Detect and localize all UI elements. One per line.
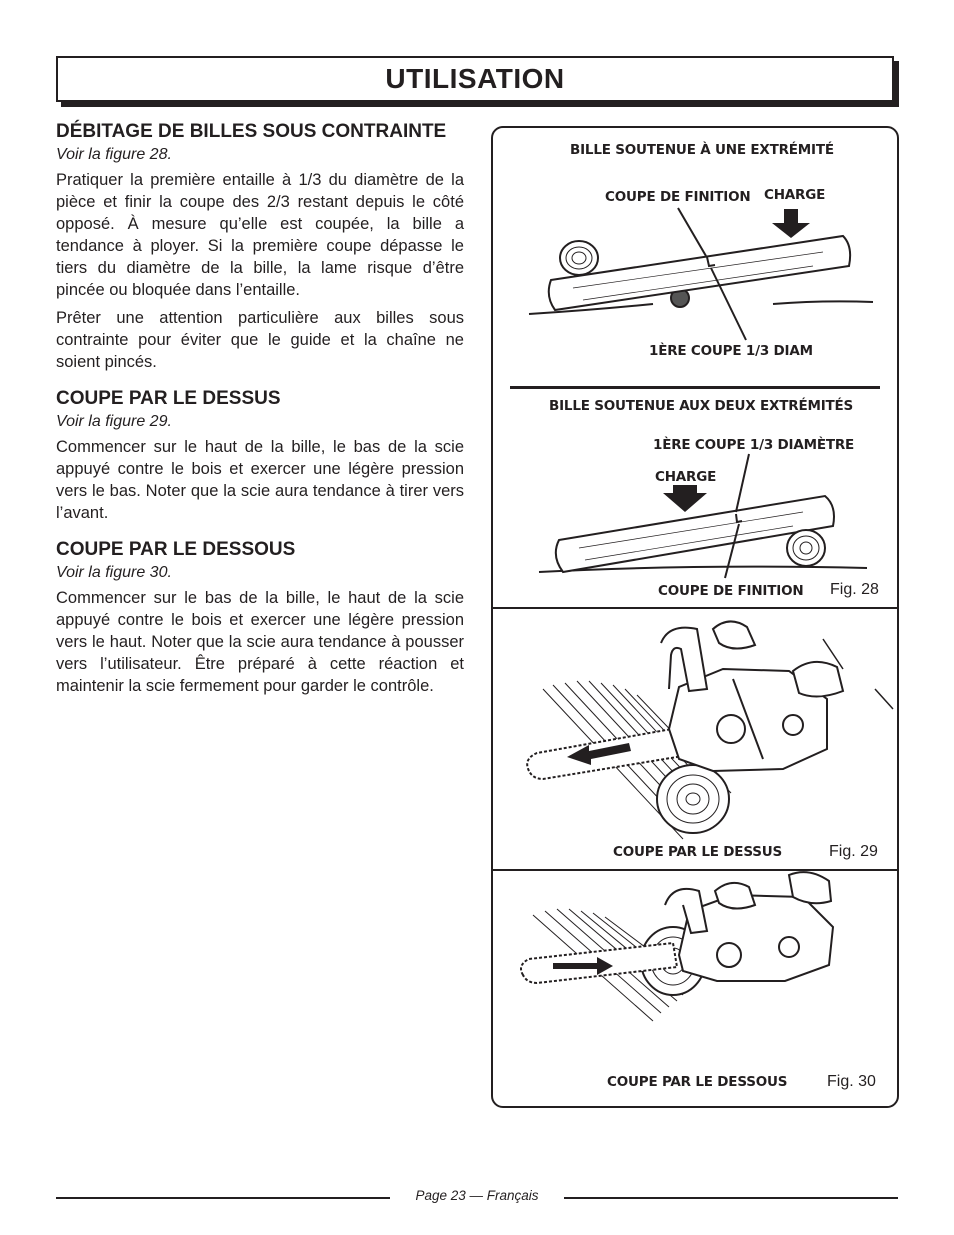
page-title: UTILISATION xyxy=(385,63,565,94)
fig28-bottom-first-cut-label: 1ÈRE COUPE 1/3 DIAMÈTRE xyxy=(653,437,855,453)
fig29-caption: COUPE PAR LE DESSUS xyxy=(613,844,783,860)
fig28-bottom-illustration xyxy=(493,388,897,608)
fig28-bottom-title: BILLE SOUTENUE AUX DEUX EXTRÉMITÉS xyxy=(549,398,854,414)
fig29-label: Fig. 29 xyxy=(829,843,878,860)
footer-rule-right xyxy=(564,1197,898,1199)
fig28-bottom-load-label: CHARGE xyxy=(655,469,717,485)
footer-page-label: Page 23 — Français xyxy=(415,1188,539,1203)
header-banner xyxy=(56,56,894,102)
footer-rule-left xyxy=(56,1197,390,1199)
figure-ref: Voir la figure 28. xyxy=(56,146,172,163)
fig28-top-load-label: CHARGE xyxy=(764,187,826,203)
section-title-dessus: COUPE PAR LE DESSUS xyxy=(56,388,281,409)
fig30-label: Fig. 30 xyxy=(827,1073,876,1090)
figure-ref: Voir la figure 29. xyxy=(56,413,172,430)
fig30-caption: COUPE PAR LE DESSOUS xyxy=(607,1074,788,1090)
figures-panel xyxy=(491,126,899,1108)
section-title-dessous: COUPE PAR LE DESSOUS xyxy=(56,539,296,560)
fig28-top-finish-label: COUPE DE FINITION xyxy=(605,189,751,205)
paragraph: Pratiquer la première entaille à 1/3 du diamètre de la pièce et finir la coupe des 2/3 restant depuis le côté opposé. À mesure qu’elle est coupée, la bille a tendance à ployer. Si la première coupe dépasse le tiers du diamètre de la bille, la lame risque d’être pincée ou bloquée dans l’entaille. xyxy=(56,171,464,299)
text-column xyxy=(56,120,464,703)
section-title-contrainte: DÉBITAGE DE BILLES SOUS CONTRAINTE xyxy=(56,121,447,142)
fig29-illustration xyxy=(493,609,897,867)
paragraph: Commencer sur le bas de la bille, le haut de la scie appuyé contre le bois et exercer une légère pression vers le haut. Noter que la scie aura tendance à pousser vers l’utilisateur. Être préparé à cette réaction et maintenir la scie fermement pour garder le contrôle. xyxy=(56,589,464,695)
fig28-top-illustration xyxy=(493,128,897,388)
fig28-label: Fig. 28 xyxy=(830,581,879,598)
paragraph: Commencer sur le haut de la bille, le bas de la scie appuyé contre le bois et exercer une légère pression vers le bas. Noter que la scie aura tendance à tirer vers l’avant. xyxy=(56,438,464,522)
figure-ref: Voir la figure 30. xyxy=(56,564,172,581)
fig28-top-title: BILLE SOUTENUE À UNE EXTRÉMITÉ xyxy=(570,142,834,158)
fig30-illustration xyxy=(493,871,897,1071)
fig28-bottom-finish-label: COUPE DE FINITION xyxy=(658,583,804,599)
paragraph: Prêter une attention particulière aux billes sous contrainte pour éviter que le guide et la chaîne ne soient pincés. xyxy=(56,309,464,371)
fig28-top-first-cut-label: 1ÈRE COUPE 1/3 DIAM xyxy=(649,343,813,359)
